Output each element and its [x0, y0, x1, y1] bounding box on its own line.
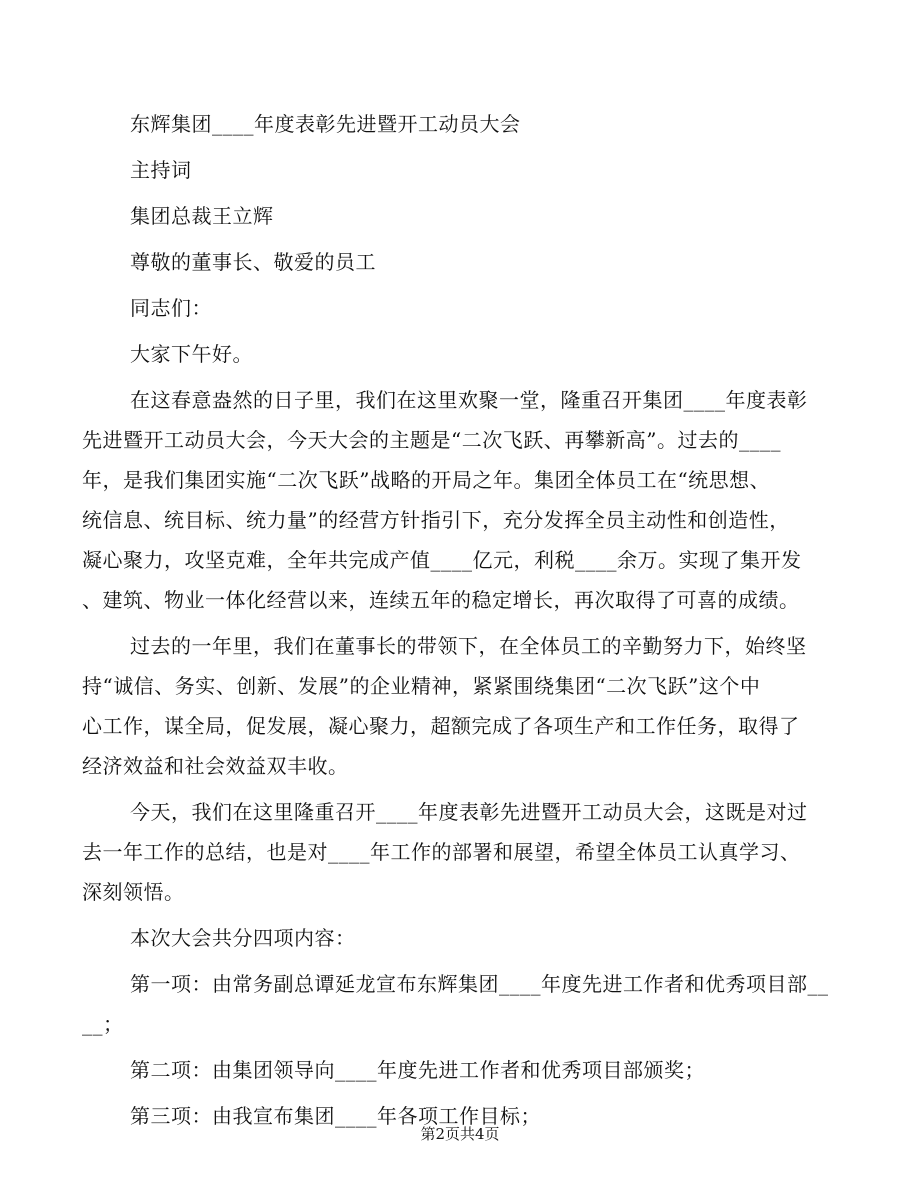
paragraph-1 [82, 380, 838, 620]
document-title: 东辉集团____年度表彰先进暨开工动员大会 [130, 112, 521, 136]
page-indicator: 第2页共4页 [420, 1125, 500, 1143]
document-subtitle: 主持词 [130, 158, 192, 182]
paragraph-row: 持“诚信、务实、创新、发展”的企业精神，紧紧围绕集团“二次飞跃”这个中 [82, 674, 761, 698]
agenda-item-1: 第一项：由常务副总谭延龙宣布东辉集团____年度先进工作者和优秀项目部__ [130, 972, 829, 996]
paragraph-3 [82, 792, 838, 912]
paragraph-row: 去一年工作的总结，也是对____年工作的部署和展望，希望全体员工认真学习、 [82, 840, 801, 864]
paragraph-row: 、建筑、物业一体化经营以来，连续五年的稳定增长，再次取得了可喜的成绩。 [82, 588, 800, 612]
paragraph-row: 过去的一年里，我们在董事长的带领下，在全体员工的辛勤努力下，始终坚 [130, 634, 807, 658]
paragraph-row: 凝心聚力，攻坚克难，全年共完成产值____亿元，利税____余万。实现了集开发 [82, 548, 802, 572]
paragraph-row: 在这春意盎然的日子里，我们在这里欢聚一堂，隆重召开集团____年度表彰 [130, 388, 808, 412]
document-body [82, 104, 838, 1136]
agenda-item-1-continued: __； [82, 1012, 124, 1036]
salutation-line-1: 尊敬的董事长、敬爱的员工 [130, 250, 376, 274]
speaker-line: 集团总裁王立辉 [130, 204, 274, 228]
paragraph-row: 经济效益和社会效益双丰收。 [82, 754, 349, 778]
agenda-intro: 本次大会共分四项内容： [130, 926, 356, 950]
greeting-line: 大家下午好。 [130, 342, 253, 366]
agenda-item-2: 第二项：由集团领导向____年度先进工作者和优秀项目部颁奖； [130, 1058, 705, 1082]
salutation-line-2: 同志们： [130, 296, 212, 320]
paragraph-row: 统信息、统目标、统力量”的经营方针指引下，充分发挥全员主动性和创造性， [82, 508, 790, 532]
paragraph-row: 年，是我们集团实施“二次飞跃”战略的开局之年。集团全体员工在“统思想、 [82, 468, 771, 492]
paragraph-row: 今天，我们在这里隆重召开____年度表彰先进暨开工动员大会，这既是对过 [130, 800, 808, 824]
paragraph-row: 深刻领悟。 [82, 880, 185, 904]
paragraph-row: 先进暨开工动员大会，今天大会的主题是“二次飞跃、再攀新高”。过去的____ [82, 428, 781, 452]
agenda-item-3: 第三项：由我宣布集团____年各项工作目标； [130, 1104, 541, 1128]
paragraph-2 [82, 626, 838, 786]
paragraph-row: 心工作，谋全局，促发展，凝心聚力，超额完成了各项生产和工作任务，取得了 [82, 714, 800, 738]
